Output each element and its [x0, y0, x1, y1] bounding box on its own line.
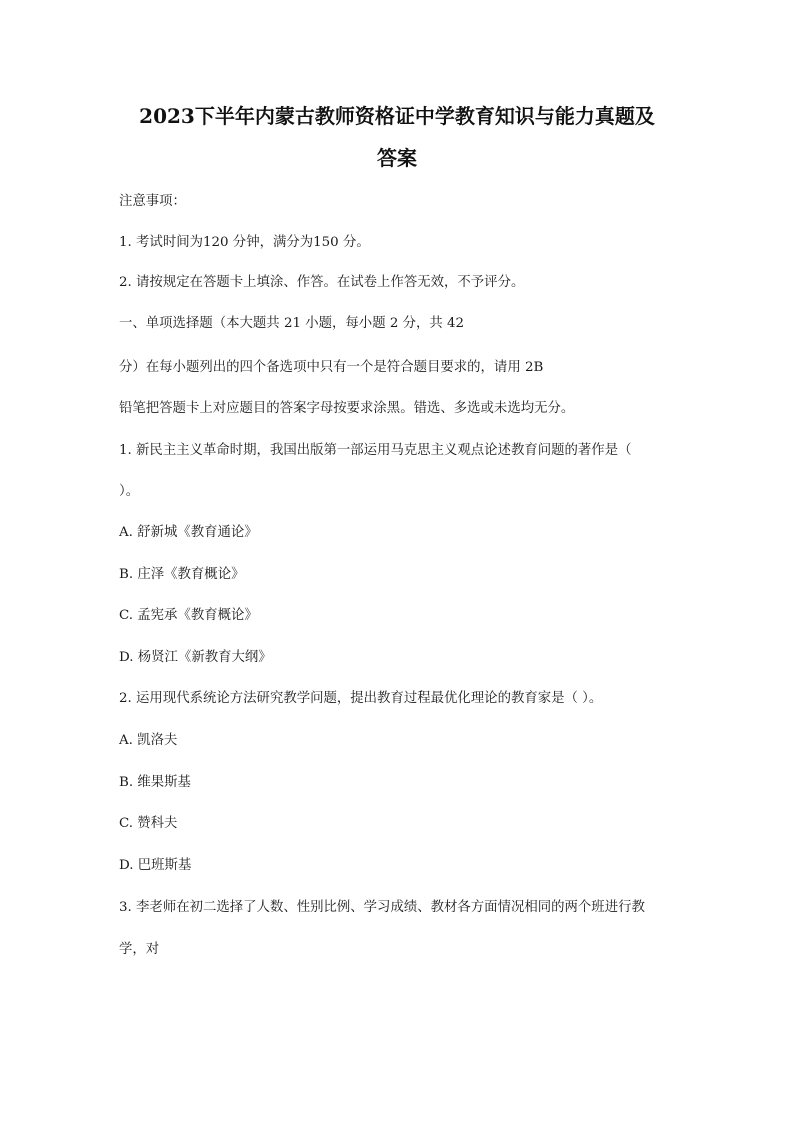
notice-heading: 注意事项： [119, 194, 186, 209]
document-title-line-1: 2023下半年内蒙古教师资格证中学教育知识与能力真题及 [139, 104, 655, 128]
question-2-stem: 2. 运用现代系统论方法研究教学问题，提出教育过程最优化理论的教育家是（ ）。 [119, 691, 603, 706]
question-1-option-c: C. 孟宪承《教育概论》 [119, 608, 258, 623]
question-2-option-d: D. 巴班斯基 [119, 858, 192, 873]
question-1-stem-line-1: 1. 新民主主义革命时期，我国出版第一部运用马克思主义观点论述教育问题的著作是（ [119, 443, 632, 458]
document-title-line-2: 答案 [377, 146, 417, 170]
section-instructions-line-3: 铅笔把答题卡上对应题目的答案字母按要求涂黑。错选、多选或未选均无分。 [119, 401, 575, 416]
section-instructions-line-2: 分）在每小题列出的四个备选项中只有一个是符合题目要求的，请用 2B [119, 360, 544, 375]
section-instructions-line-1: 一、单项选择题（本大题共 21 小题，每小题 2 分，共 42 [119, 316, 465, 331]
question-2-option-c: C. 赞科夫 [119, 816, 178, 831]
question-2-option-a: A. 凯洛夫 [119, 733, 178, 748]
question-2-option-b: B. 维果斯基 [119, 775, 191, 790]
question-3-stem-line-2: 学，对 [119, 942, 160, 957]
question-3-stem-line-1: 3. 李老师在初二选择了人数、性别比例、学习成绩、教材各方面情况相同的两个班进行教 [119, 900, 645, 915]
notice-item-1: 1. 考试时间为120 分钟，满分为150 分。 [119, 235, 370, 250]
notice-item-2: 2. 请按规定在答题卡上填涂、作答。在试卷上作答无效，不予评分。 [119, 275, 525, 290]
question-1-option-b: B. 庄泽《教育概论》 [119, 567, 245, 582]
question-1-option-d: D. 杨贤江《新教育大纲》 [119, 650, 272, 665]
question-1-option-a: A. 舒新城《教育通论》 [119, 525, 258, 540]
question-1-stem-line-2: ）。 [119, 484, 140, 499]
